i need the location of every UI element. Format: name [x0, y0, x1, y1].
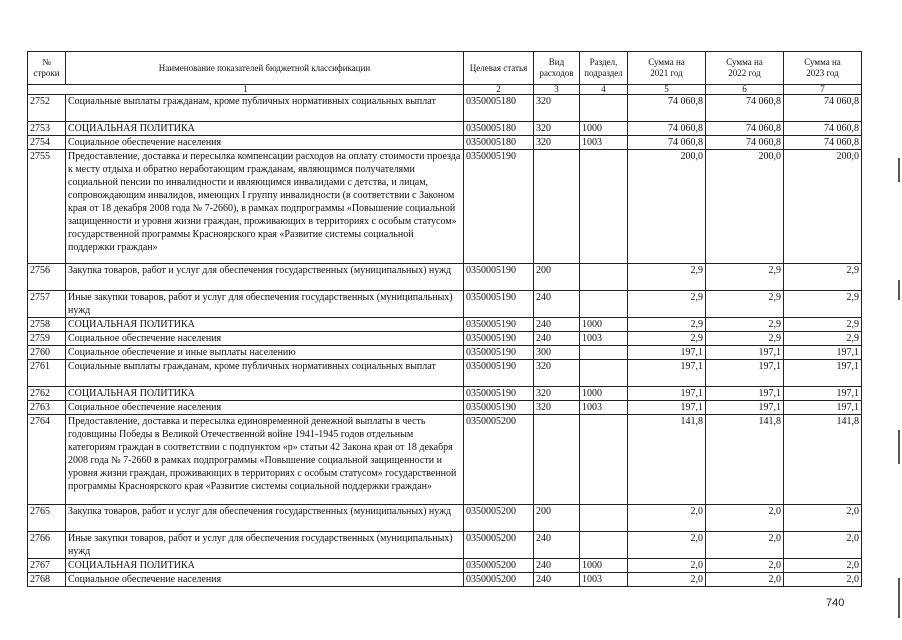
indicator-name: Социальное обеспечение населения — [66, 401, 464, 415]
indicator-name: Социальные выплаты гражданам, кроме публичных нормативных социальных выплат — [66, 360, 464, 387]
expense-type: 240 — [534, 573, 580, 587]
expense-type: 240 — [534, 291, 580, 318]
target-article: 0350005190 — [464, 360, 534, 387]
sum-2023: 197,1 — [784, 401, 862, 415]
target-article: 0350005200 — [464, 532, 534, 559]
budget-table — [27, 51, 862, 587]
sum-2021: 2,0 — [628, 559, 706, 573]
table-row — [28, 291, 862, 318]
sum-2022: 197,1 — [706, 401, 784, 415]
column-number: 3 — [534, 85, 580, 95]
column-number: 2 — [464, 85, 534, 95]
table-row — [28, 387, 862, 401]
row-number: 2755 — [28, 150, 66, 264]
sum-2023: 2,9 — [784, 318, 862, 332]
target-article: 0350005200 — [464, 573, 534, 587]
header-target-article: Целевая статья — [464, 52, 534, 85]
expense-type: 240 — [534, 532, 580, 559]
sum-2021: 197,1 — [628, 360, 706, 387]
sum-2021: 197,1 — [628, 387, 706, 401]
section-code — [580, 360, 628, 387]
sum-2023: 2,0 — [784, 559, 862, 573]
header-section: Раздел, подраздел — [580, 52, 628, 85]
indicator-name: Закупка товаров, работ и услуг для обеспечения государственных (муниципальных) нужд — [66, 505, 464, 532]
sum-2021: 2,9 — [628, 291, 706, 318]
sum-2023: 141,8 — [784, 415, 862, 505]
sum-2021: 2,0 — [628, 505, 706, 532]
row-number: 2762 — [28, 387, 66, 401]
header-sum-2022: Сумма на 2022 год — [706, 52, 784, 85]
row-number: 2764 — [28, 415, 66, 505]
row-number: 2760 — [28, 346, 66, 360]
sum-2021: 200,0 — [628, 150, 706, 264]
section-code — [580, 264, 628, 291]
sum-2022: 141,8 — [706, 415, 784, 505]
row-number: 2756 — [28, 264, 66, 291]
table-row — [28, 401, 862, 415]
target-article: 0350005200 — [464, 559, 534, 573]
sum-2021: 74 060,8 — [628, 122, 706, 136]
table-row — [28, 122, 862, 136]
sum-2021: 74 060,8 — [628, 136, 706, 150]
indicator-name: СОЦИАЛЬНАЯ ПОЛИТИКА — [66, 387, 464, 401]
table-row — [28, 332, 862, 346]
expense-type: 200 — [534, 505, 580, 532]
table-row — [28, 505, 862, 532]
row-number: 2766 — [28, 532, 66, 559]
sum-2022: 197,1 — [706, 387, 784, 401]
sum-2021: 2,9 — [628, 332, 706, 346]
sum-2023: 197,1 — [784, 387, 862, 401]
scan-edge-mark — [898, 578, 900, 618]
target-article: 0350005190 — [464, 264, 534, 291]
column-number: 5 — [628, 85, 706, 95]
indicator-name: Иные закупки товаров, работ и услуг для обеспечения государственных (муниципальных) нужд — [66, 291, 464, 318]
sum-2022: 2,0 — [706, 532, 784, 559]
target-article: 0350005180 — [464, 136, 534, 150]
sum-2022: 74 060,8 — [706, 95, 784, 122]
row-number: 2768 — [28, 573, 66, 587]
section-code: 1000 — [580, 559, 628, 573]
target-article: 0350005190 — [464, 318, 534, 332]
row-number: 2761 — [28, 360, 66, 387]
target-article: 0350005190 — [464, 401, 534, 415]
header-indicator-name: Наименование показателей бюджетной классификации — [66, 52, 464, 85]
table-row — [28, 264, 862, 291]
sum-2021: 197,1 — [628, 346, 706, 360]
section-code: 1003 — [580, 401, 628, 415]
sum-2022: 2,9 — [706, 332, 784, 346]
section-code: 1000 — [580, 387, 628, 401]
indicator-name: Предоставление, доставка и пересылка единовременной денежной выплаты в честь годовщины Победы в Великой Отечественной войне 1941-1945 годов отдельным категориям граждан в соответствии с подпунктом «р» статьи 42 Закона края от 18 декабря 2008 года № 7-2660 в рамках подпрограммы «Повышение социальной защищенности и уровня жизни граждан, проживающих в территориях с особым статусом» государственной программы Красноярского края «Развитие системы социальной поддержки граждан» — [66, 415, 464, 505]
table-row — [28, 318, 862, 332]
row-number: 2759 — [28, 332, 66, 346]
table-body — [28, 95, 862, 587]
row-number: 2767 — [28, 559, 66, 573]
section-code: 1003 — [580, 136, 628, 150]
indicator-name: СОЦИАЛЬНАЯ ПОЛИТИКА — [66, 318, 464, 332]
section-code — [580, 346, 628, 360]
sum-2022: 2,9 — [706, 291, 784, 318]
sum-2023: 200,0 — [784, 150, 862, 264]
section-code — [580, 532, 628, 559]
target-article: 0350005180 — [464, 95, 534, 122]
target-article: 0350005200 — [464, 505, 534, 532]
sum-2022: 197,1 — [706, 360, 784, 387]
table-row — [28, 346, 862, 360]
sum-2021: 141,8 — [628, 415, 706, 505]
sum-2023: 2,9 — [784, 291, 862, 318]
table-row — [28, 532, 862, 559]
expense-type: 240 — [534, 318, 580, 332]
sum-2022: 197,1 — [706, 346, 784, 360]
indicator-name: Социальное обеспечение населения — [66, 136, 464, 150]
expense-type: 200 — [534, 264, 580, 291]
sum-2023: 2,0 — [784, 573, 862, 587]
column-number: 7 — [784, 85, 862, 95]
column-number: 1 — [28, 85, 464, 95]
row-number: 2754 — [28, 136, 66, 150]
column-number: 4 — [580, 85, 628, 95]
expense-type: 240 — [534, 559, 580, 573]
target-article: 0350005190 — [464, 291, 534, 318]
table-row — [28, 559, 862, 573]
section-code: 1000 — [580, 122, 628, 136]
indicator-name: Социальное обеспечение населения — [66, 573, 464, 587]
sum-2023: 2,9 — [784, 264, 862, 291]
section-code — [580, 95, 628, 122]
column-numbers-row — [28, 85, 862, 95]
sum-2023: 197,1 — [784, 346, 862, 360]
section-code: 1000 — [580, 318, 628, 332]
section-code — [580, 291, 628, 318]
indicator-name: СОЦИАЛЬНАЯ ПОЛИТИКА — [66, 559, 464, 573]
sum-2023: 74 060,8 — [784, 95, 862, 122]
column-number: 6 — [706, 85, 784, 95]
row-number: 2763 — [28, 401, 66, 415]
sum-2021: 2,0 — [628, 532, 706, 559]
table-row — [28, 360, 862, 387]
sum-2023: 2,9 — [784, 332, 862, 346]
indicator-name: Предоставление, доставка и пересылка компенсации расходов на оплату стоимости проезда к месту отдыха и обратно неработающим гражданам, являющимся получателями социальной пенсии по инвалидности и являющимся инвалидами с детства, и лицам, сопровождающим инвалидов, имеющих I группу инвалидности (в соответствии с Законом края от 18 декабря 2008 года № 7-2660), в рамках подпрограммы «Повышение социальной защищенности и уровня жизни граждан, проживающих в территориях с особым статусом» государственной программы Красноярского края «Развитие системы социальной поддержки граждан» — [66, 150, 464, 264]
indicator-name: СОЦИАЛЬНАЯ ПОЛИТИКА — [66, 122, 464, 136]
indicator-name: Иные закупки товаров, работ и услуг для обеспечения государственных (муниципальных) нужд — [66, 532, 464, 559]
row-number: 2758 — [28, 318, 66, 332]
target-article: 0350005190 — [464, 346, 534, 360]
target-article: 0350005180 — [464, 122, 534, 136]
table-row — [28, 95, 862, 122]
expense-type: 320 — [534, 360, 580, 387]
section-code: 1003 — [580, 332, 628, 346]
indicator-name: Социальное обеспечение и иные выплаты населению — [66, 346, 464, 360]
sum-2022: 2,9 — [706, 318, 784, 332]
expense-type: 320 — [534, 122, 580, 136]
expense-type — [534, 150, 580, 264]
sum-2023: 2,0 — [784, 532, 862, 559]
indicator-name: Закупка товаров, работ и услуг для обеспечения государственных (муниципальных) нужд — [66, 264, 464, 291]
target-article: 0350005190 — [464, 332, 534, 346]
section-code — [580, 415, 628, 505]
sum-2022: 74 060,8 — [706, 136, 784, 150]
header-expense-type: Вид расходов — [534, 52, 580, 85]
table-header-row — [28, 52, 862, 85]
sum-2021: 197,1 — [628, 401, 706, 415]
section-code — [580, 505, 628, 532]
table-row — [28, 415, 862, 505]
sum-2022: 200,0 — [706, 150, 784, 264]
row-number: 2765 — [28, 505, 66, 532]
indicator-name: Социальные выплаты гражданам, кроме публичных нормативных социальных выплат — [66, 95, 464, 122]
row-number: 2753 — [28, 122, 66, 136]
row-number: 2752 — [28, 95, 66, 122]
sum-2023: 197,1 — [784, 360, 862, 387]
table-row — [28, 150, 862, 264]
scan-edge-mark — [898, 430, 900, 464]
sum-2021: 2,0 — [628, 573, 706, 587]
expense-type: 320 — [534, 95, 580, 122]
sum-2021: 74 060,8 — [628, 95, 706, 122]
expense-type — [534, 415, 580, 505]
row-number: 2757 — [28, 291, 66, 318]
sum-2023: 2,0 — [784, 505, 862, 532]
sum-2021: 2,9 — [628, 318, 706, 332]
sum-2022: 2,0 — [706, 573, 784, 587]
expense-type: 240 — [534, 332, 580, 346]
header-sum-2021: Сумма на 2021 год — [628, 52, 706, 85]
table-row — [28, 136, 862, 150]
sum-2022: 2,9 — [706, 264, 784, 291]
header-row-number: № строки — [28, 52, 66, 85]
scan-edge-mark — [898, 280, 900, 300]
target-article: 0350005200 — [464, 415, 534, 505]
expense-type: 300 — [534, 346, 580, 360]
section-code: 1003 — [580, 573, 628, 587]
target-article: 0350005190 — [464, 387, 534, 401]
page-number: 740 — [826, 597, 845, 609]
sum-2022: 74 060,8 — [706, 122, 784, 136]
expense-type: 320 — [534, 136, 580, 150]
expense-type: 320 — [534, 401, 580, 415]
scan-edge-mark — [898, 158, 900, 182]
sum-2022: 2,0 — [706, 505, 784, 532]
target-article: 0350005190 — [464, 150, 534, 264]
sum-2022: 2,0 — [706, 559, 784, 573]
header-sum-2023: Сумма на 2023 год — [784, 52, 862, 85]
indicator-name: Социальное обеспечение населения — [66, 332, 464, 346]
sum-2021: 2,9 — [628, 264, 706, 291]
table-row — [28, 573, 862, 587]
sum-2023: 74 060,8 — [784, 122, 862, 136]
section-code — [580, 150, 628, 264]
expense-type: 320 — [534, 387, 580, 401]
sum-2023: 74 060,8 — [784, 136, 862, 150]
